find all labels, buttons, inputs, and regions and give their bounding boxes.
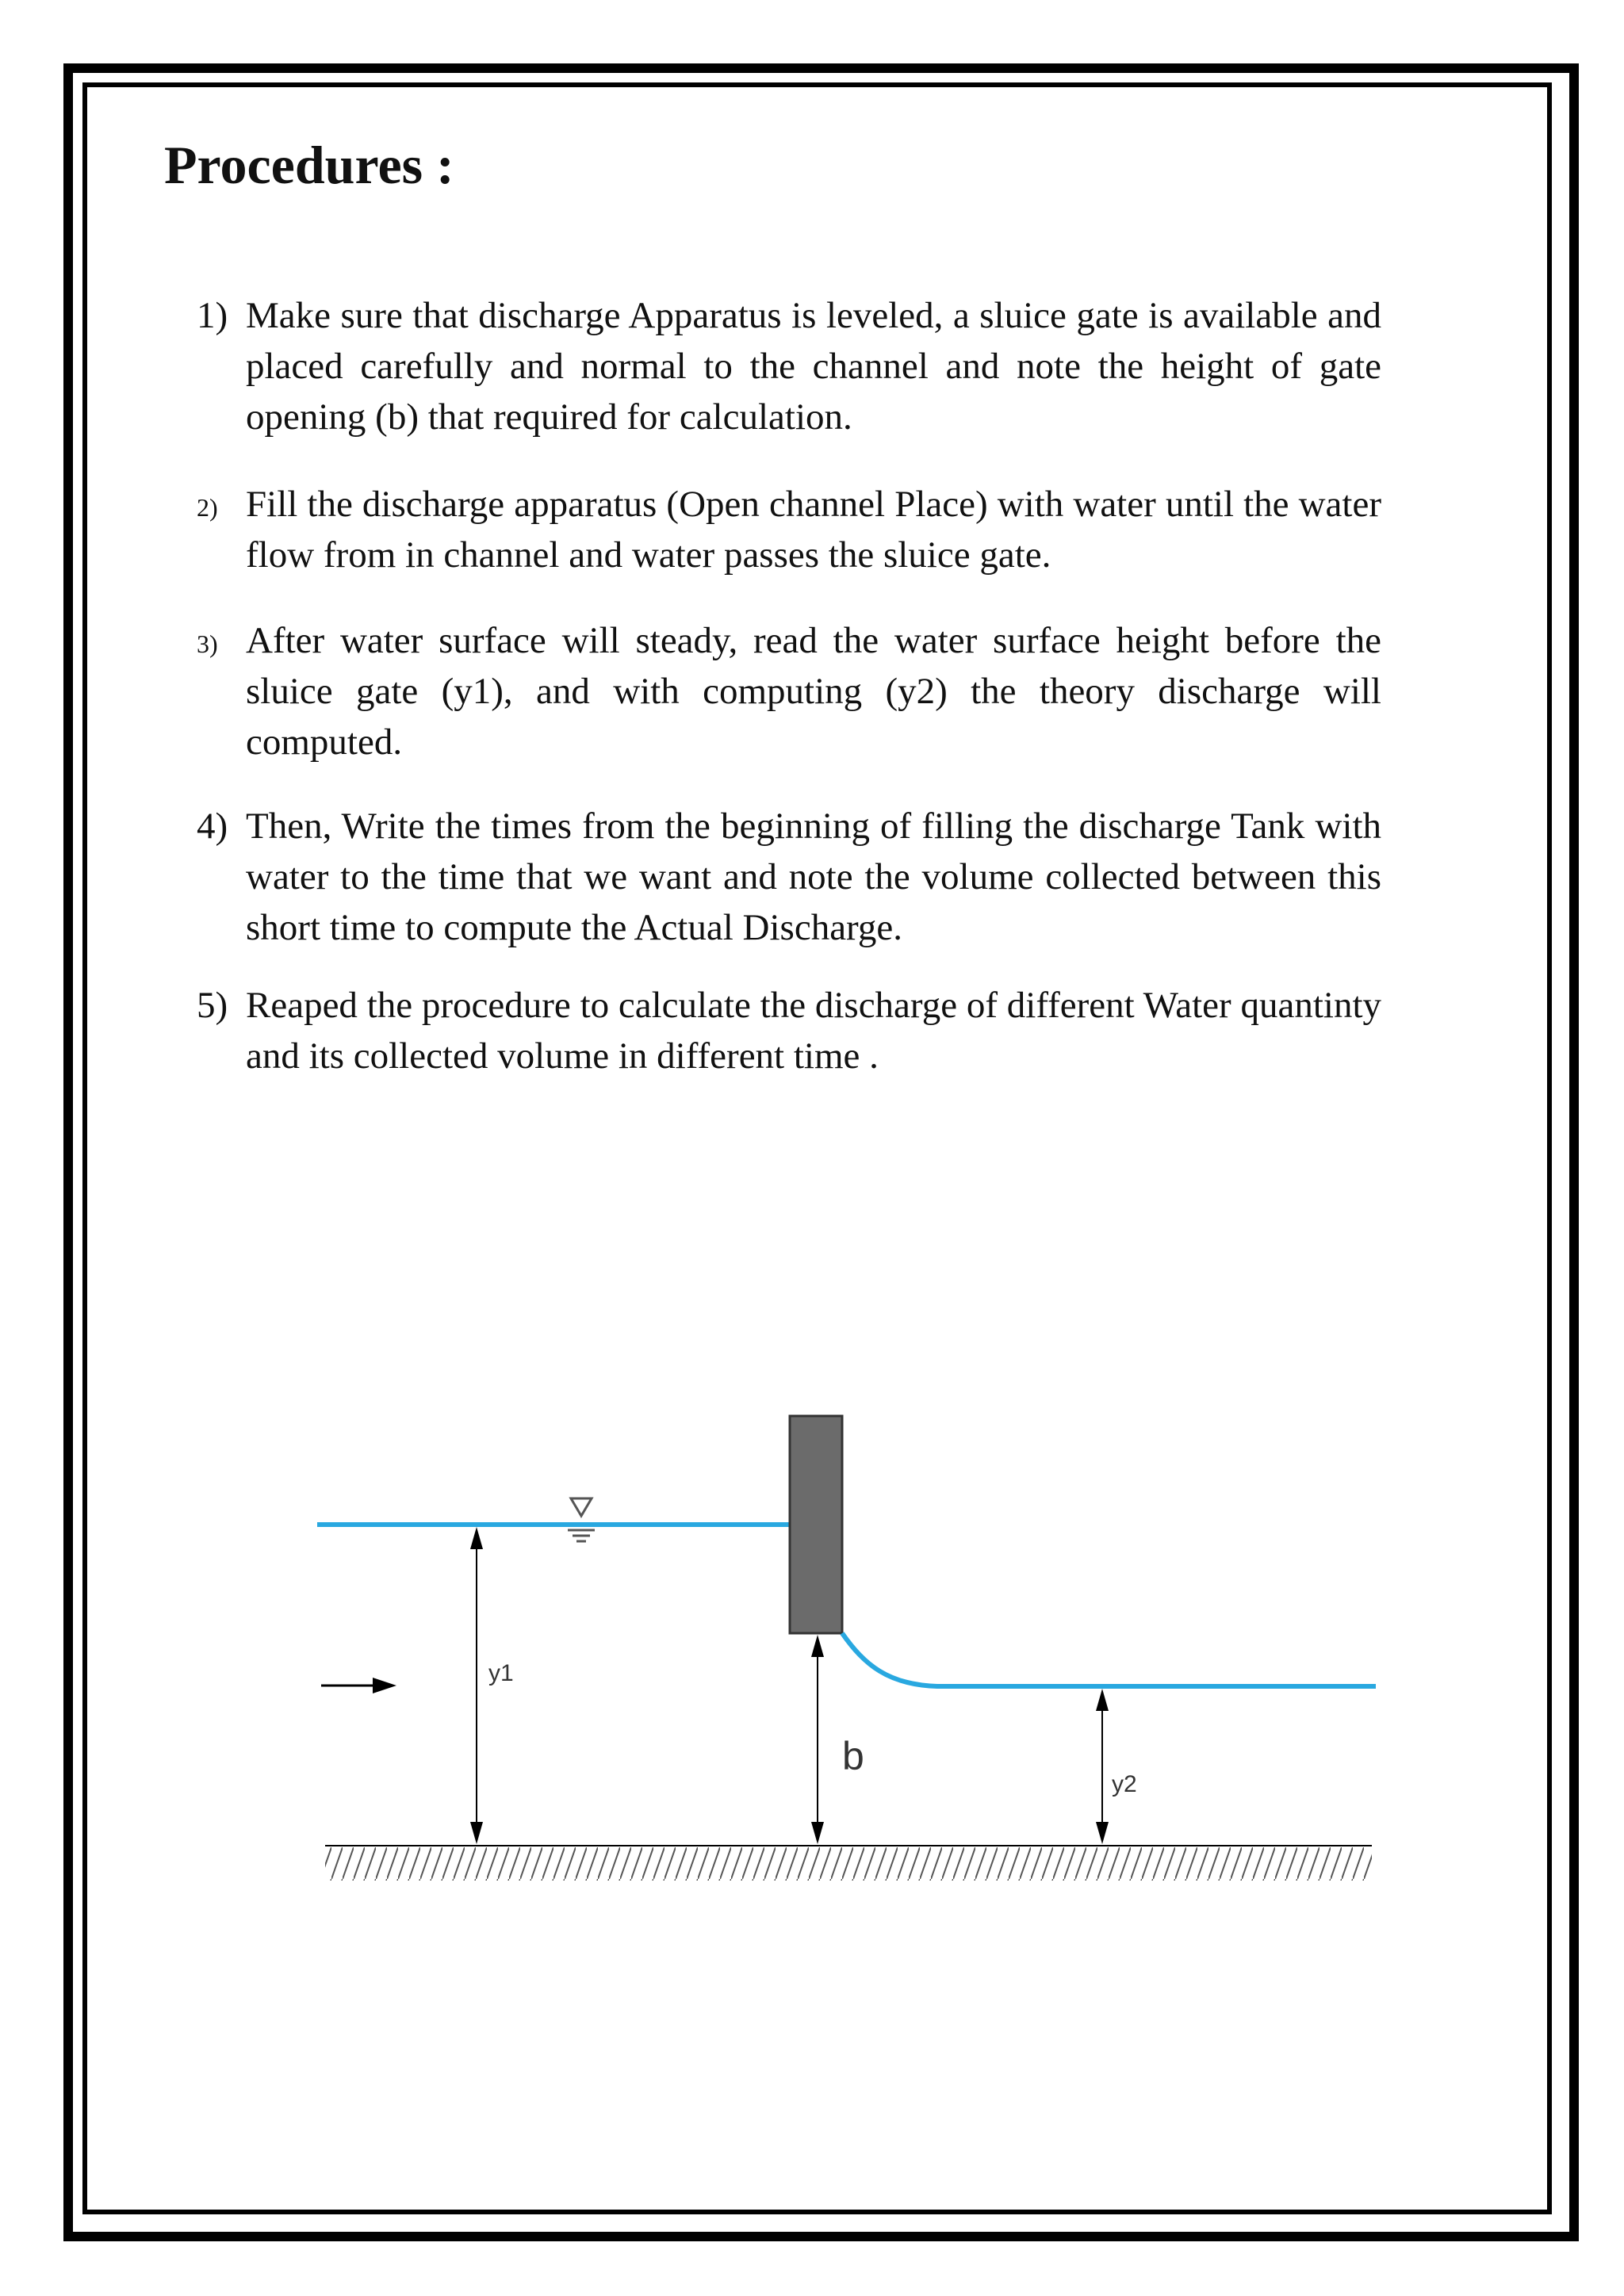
flow-direction-arrow-icon	[321, 1678, 396, 1693]
step-text: After water surface will steady, read the water surface height before the sluice gate (y1), and with computing (y2) the theory discharge will computed.	[246, 620, 1381, 763]
ground-hatching	[325, 1847, 1372, 1881]
step-number: 4)	[197, 806, 228, 847]
step-text: Make sure that discharge Apparatus is leveled, a sluice gate is available and placed carefully and normal to the channel and note the height of gate opening (b) that required for calculation.	[246, 295, 1381, 438]
b-label: b	[842, 1734, 864, 1778]
procedure-step-3	[197, 615, 1381, 767]
procedure-step-4	[197, 801, 1381, 953]
y1-dimension-arrow	[470, 1527, 483, 1844]
step-number: 2)	[197, 493, 218, 522]
step-text: Reaped the procedure to calculate the discharge of different Water quantinty and its collected volume in different time .	[246, 985, 1381, 1077]
y2-label: y2	[1112, 1771, 1137, 1797]
procedure-step-2	[197, 479, 1381, 580]
step-text: Then, Write the times from the beginning of filling the discharge Tank with water to the time that we want and note the volume collected between this short time to compute the Actual Discharge.	[246, 806, 1381, 948]
downstream-water-surface	[842, 1633, 1376, 1686]
step-number: 1)	[197, 295, 228, 336]
page-title: Procedures :	[164, 135, 454, 195]
procedure-step-1	[197, 290, 1381, 442]
y1-label: y1	[488, 1660, 514, 1686]
step-text: Fill the discharge apparatus (Open channel Place) with water until the water flow from in channel and water passes the sluice gate.	[246, 484, 1381, 576]
water-level-symbol-icon	[568, 1498, 595, 1541]
step-number: 5)	[197, 985, 228, 1026]
sluice-gate	[790, 1416, 842, 1633]
b-dimension-arrow	[811, 1635, 824, 1844]
sluice-gate-diagram	[309, 1403, 1388, 1927]
step-number: 3)	[197, 629, 218, 658]
procedure-step-5	[197, 980, 1381, 1081]
procedure-list	[197, 290, 1381, 1081]
y2-dimension-arrow	[1096, 1689, 1109, 1844]
